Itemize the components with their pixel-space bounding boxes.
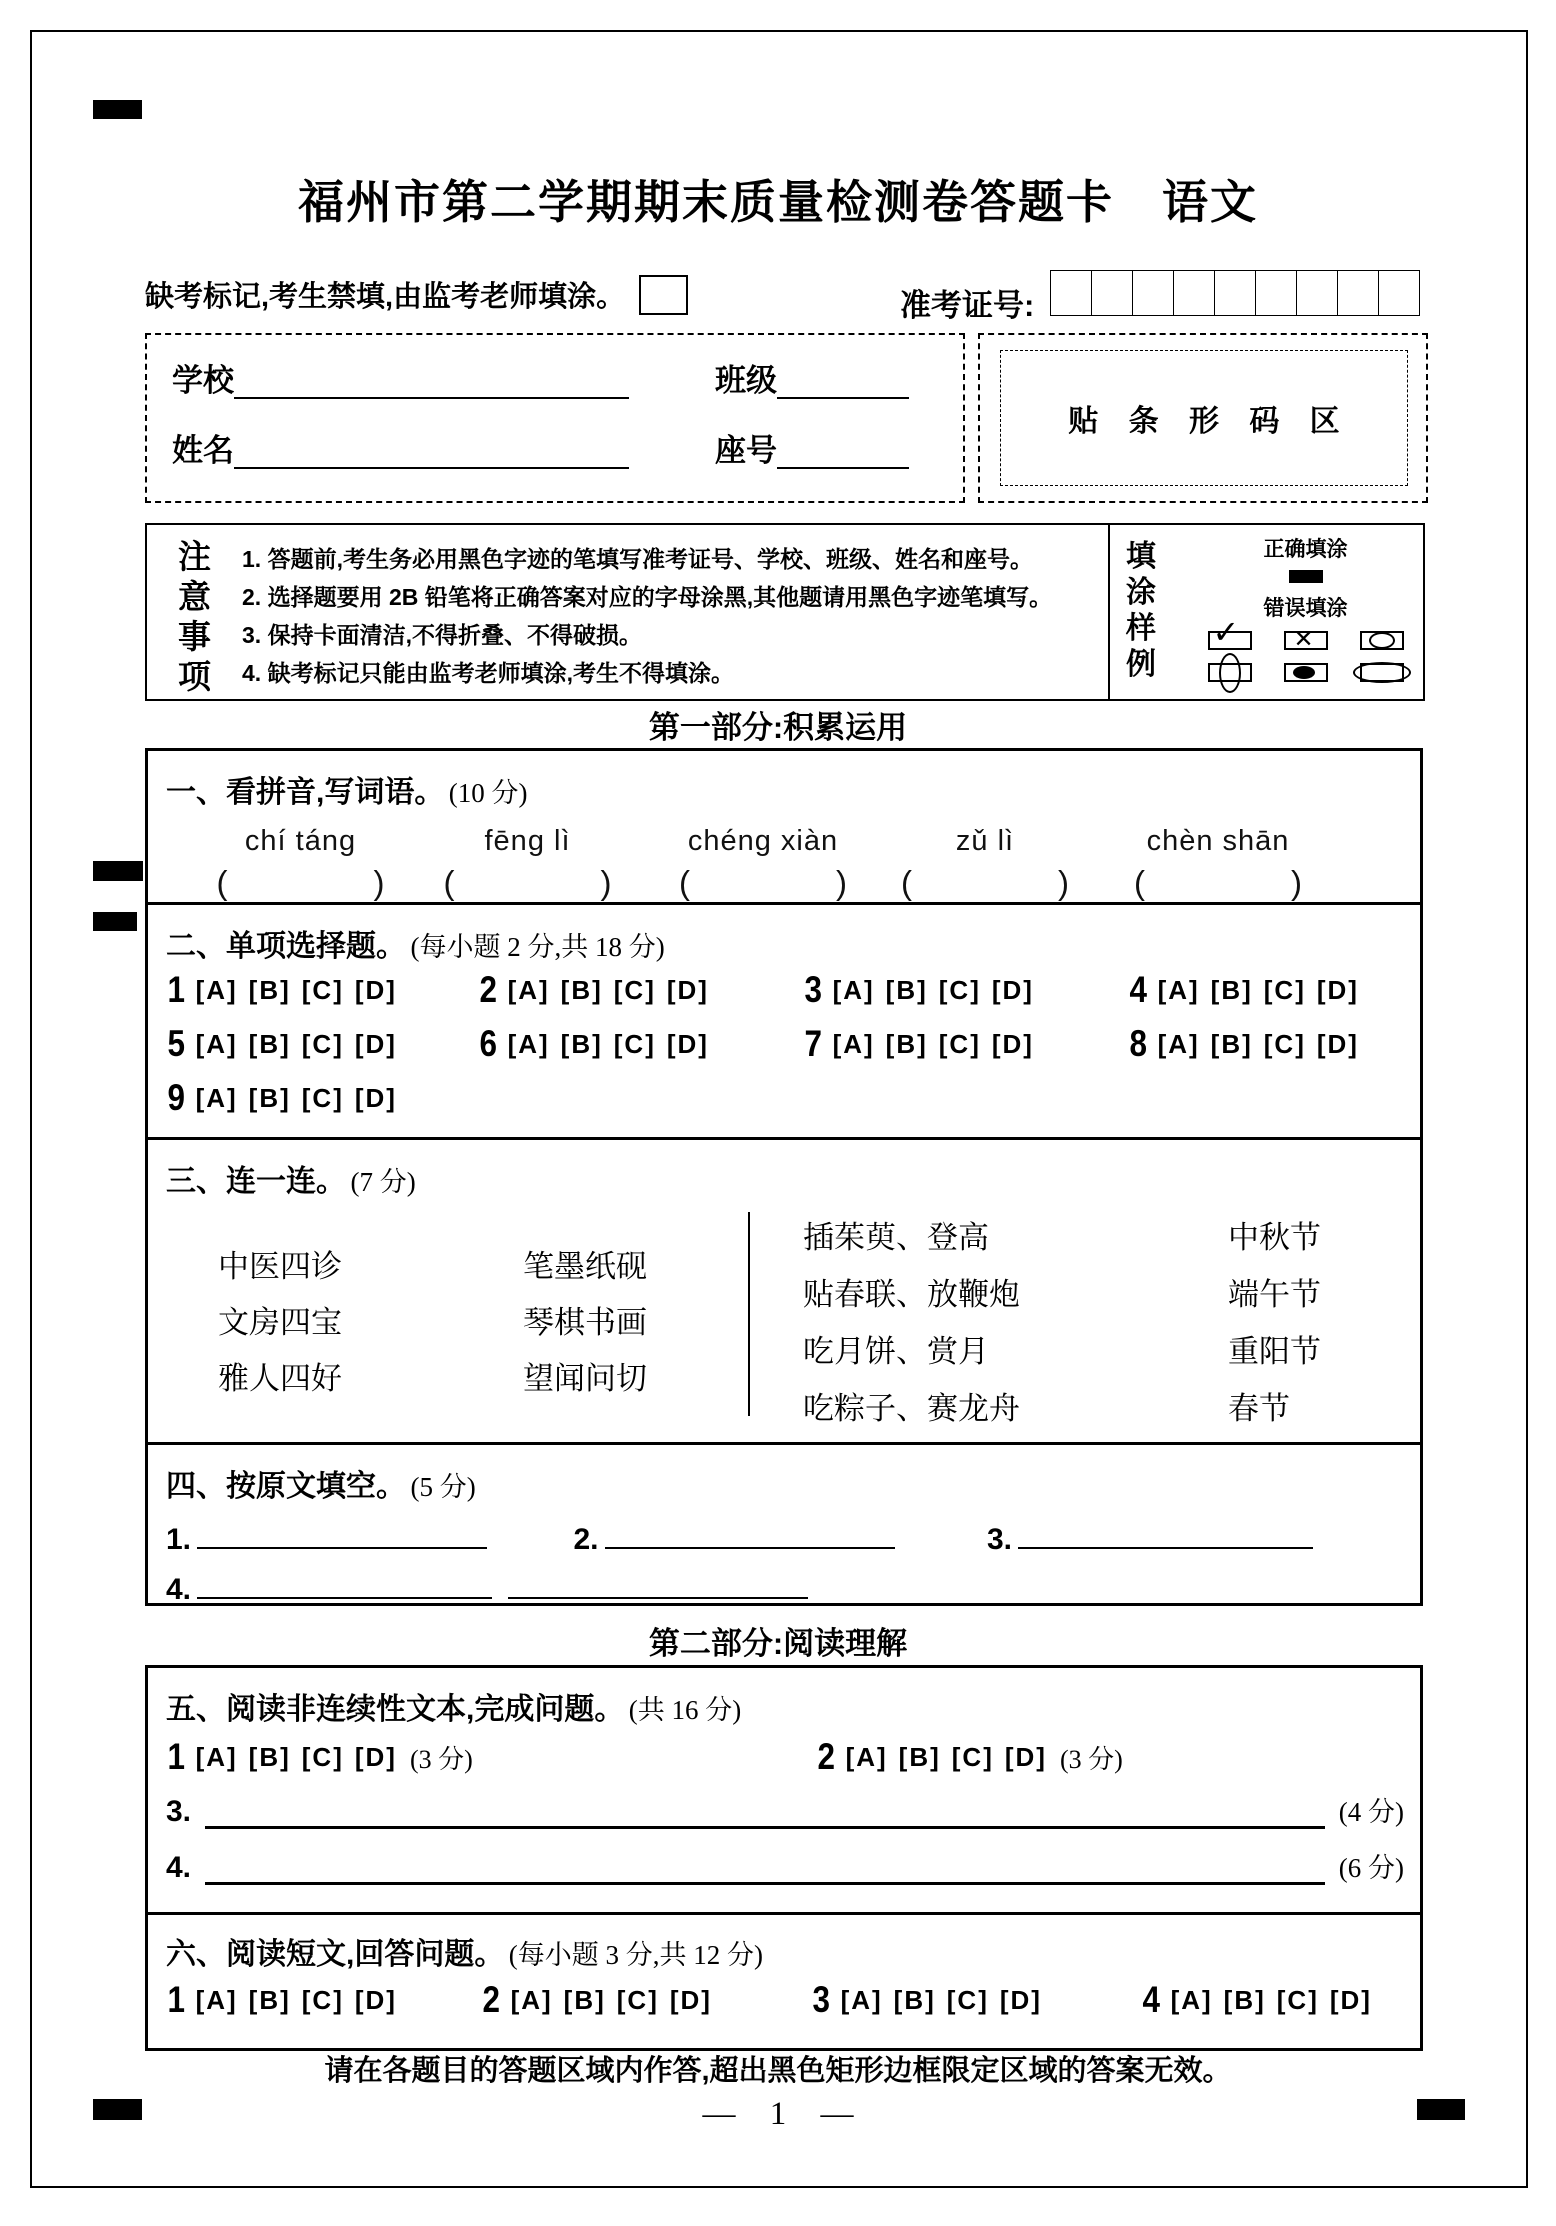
exam-number-grid (1051, 270, 1420, 316)
vertical-title-char: 填 (1126, 540, 1156, 573)
option-bubble-A[interactable]: [A] (832, 1028, 875, 1059)
question-box-6 (145, 1912, 1423, 2051)
vertical-title-char: 意 (178, 578, 211, 615)
registration-mark-top-left (93, 100, 142, 119)
option-bubble-D[interactable]: [D] (1329, 1984, 1372, 2015)
match-item[interactable]: 插茱萸、登高 (803, 1220, 989, 1255)
option-bubble-A[interactable]: [A] (510, 1984, 553, 2015)
choice-group-q2-5: 5 [A] [B] [C] [D] (167, 1023, 397, 1064)
wrong-mark-cross-icon: ✕ (1284, 631, 1328, 650)
class-field[interactable] (777, 363, 909, 399)
q1-title-row (166, 767, 528, 811)
option-bubble-D[interactable]: [D] (354, 974, 397, 1005)
choice-group-q2-8: 8 [A] [B] [C] [D] (1129, 1023, 1359, 1064)
registration-mark-left-1 (93, 861, 143, 881)
q5-blank-row-3: 3. (4 分) (166, 1790, 1404, 1829)
q4-blank-2[interactable] (605, 1517, 895, 1549)
pinyin-item-1: chí táng ( ) (216, 825, 385, 901)
option-bubble-B[interactable]: [B] (248, 1028, 291, 1059)
correct-fill-example-icon (1289, 570, 1323, 583)
choice-group-q2-4: 4 [A] [B] [C] [D] (1129, 969, 1359, 1010)
question-box-3 (145, 1137, 1423, 1451)
answer-area-warning: 请在各题目的答题区域内作答,超出黑色矩形边框限定区域的答案无效。 (324, 2055, 1232, 2087)
vertical-title-char: 样 (1126, 612, 1156, 645)
q4-score: (5 分) (410, 1472, 476, 1502)
question-box-2 (145, 902, 1423, 1146)
match-item[interactable]: 雅人四好 (218, 1360, 342, 1396)
match-item[interactable]: 笔墨纸砚 (523, 1248, 647, 1284)
option-bubble-C[interactable]: [C] (1276, 1984, 1319, 2015)
option-bubble-B[interactable]: [B] (560, 1028, 603, 1059)
match-item[interactable]: 吃月饼、赏月 (803, 1334, 989, 1369)
vertical-title-char: 项 (178, 658, 211, 695)
option-bubble-B[interactable]: [B] (893, 1984, 936, 2015)
match-item[interactable]: 春节 (1228, 1391, 1290, 1426)
q4-blank-4a[interactable] (197, 1567, 492, 1599)
option-bubble-D[interactable]: [D] (354, 1082, 397, 1113)
wrong-fill-examples-row-2 (1188, 663, 1423, 682)
q2-choice-row-2 (166, 1023, 1370, 1065)
option-bubble-C[interactable]: [C] (616, 1984, 659, 2015)
option-bubble-A[interactable]: [A] (195, 1741, 238, 1772)
seat-label: 座号 (715, 433, 777, 468)
seat-field[interactable] (777, 433, 909, 469)
question-box-4 (145, 1442, 1423, 1606)
exam-no-cell-5[interactable] (1214, 270, 1256, 316)
option-bubble-B[interactable]: [B] (248, 1741, 291, 1772)
match-item[interactable]: 文房四宝 (218, 1304, 342, 1340)
choice-group-q6-4: 4 [A] [B] [C] [D] (1142, 1979, 1372, 2020)
choice-group-q2-6: 6 [A] [B] [C] [D] (479, 1023, 709, 1064)
q4-blank-row-2: 4. (166, 1567, 808, 1607)
q5-title-row (166, 1684, 741, 1728)
q5-blank-3[interactable] (205, 1790, 1325, 1829)
option-bubble-C[interactable]: [C] (946, 1984, 989, 2015)
exam-no-cell-1[interactable] (1050, 270, 1092, 316)
option-bubble-A[interactable]: [A] (195, 1028, 238, 1059)
option-bubble-C[interactable]: [C] (1263, 974, 1306, 1005)
match-item[interactable]: 中医四诊 (218, 1248, 342, 1284)
option-bubble-D[interactable]: [D] (354, 1028, 397, 1059)
match-item[interactable]: 琴棋书画 (523, 1304, 647, 1340)
wrong-mark-circle-icon (1360, 631, 1404, 650)
answer-parens[interactable]: ( ) (443, 864, 612, 901)
exam-no-cell-9[interactable] (1378, 270, 1420, 316)
q6-title: 六、阅读短文,回答问题。 (166, 1938, 505, 1971)
choice-group-q6-3: 3 [A] [B] [C] [D] (812, 1979, 1042, 2020)
fill-sample-vertical-title (1110, 525, 1188, 699)
choice-group-q5-2: 2 [A] [B] [C] [D] (3 分) (817, 1736, 1123, 1777)
exam-no-cell-8[interactable] (1337, 270, 1379, 316)
wrong-mark-filled-dot-icon (1284, 663, 1328, 682)
q5-score: (共 16 分) (628, 1695, 742, 1725)
class-label: 班级 (715, 363, 777, 398)
question-box-1 (145, 748, 1423, 911)
option-bubble-A[interactable]: [A] (195, 974, 238, 1005)
notice-item-3: 3. 保持卡面清洁,不得折叠、不得破损。 (242, 622, 642, 648)
match-right-col1 (803, 1206, 1020, 1434)
q3-score: (7 分) (350, 1167, 416, 1197)
option-bubble-D[interactable]: [D] (354, 1741, 397, 1772)
choice-group-q2-1: 1 [A] [B] [C] [D] (167, 969, 397, 1010)
q3-title-row (166, 1156, 416, 1200)
option-bubble-B[interactable]: [B] (1223, 1984, 1266, 2015)
option-bubble-D[interactable]: [D] (1316, 1028, 1359, 1059)
barcode-paste-box (1000, 350, 1408, 486)
choice-group-q5-1: 1 [A] [B] [C] [D] (3 分) (167, 1736, 473, 1777)
choice-group-q2-3: 3 [A] [B] [C] [D] (804, 969, 1034, 1010)
match-right-col2 (1228, 1206, 1321, 1434)
option-bubble-C[interactable]: [C] (938, 974, 981, 1005)
option-bubble-A[interactable]: [A] (840, 1984, 883, 2015)
option-bubble-A[interactable]: [A] (507, 1028, 550, 1059)
school-label: 学校 (172, 363, 234, 398)
wrong-fill-label: 错误填涂 (1263, 597, 1348, 620)
option-bubble-D[interactable]: [D] (999, 1984, 1042, 2015)
vertical-title-char: 涂 (1126, 576, 1156, 609)
q5-blank-row-4: 4. (6 分) (166, 1846, 1404, 1885)
option-bubble-C[interactable]: [C] (1263, 1028, 1306, 1059)
option-bubble-C[interactable]: [C] (613, 974, 656, 1005)
exam-no-cell-2[interactable] (1091, 270, 1133, 316)
wrong-mark-wide-ellipse-icon (1360, 663, 1404, 682)
option-bubble-C[interactable]: [C] (301, 1984, 344, 2015)
q1-score: (10 分) (448, 778, 528, 808)
match-item[interactable]: 吃粽子、赛龙舟 (803, 1391, 1020, 1426)
q3-title: 三、连一连。 (166, 1165, 346, 1198)
choice-group-q2-9: 9 [A] [B] [C] [D] (167, 1077, 397, 1118)
absent-mark-checkbox[interactable] (639, 275, 688, 315)
option-bubble-B[interactable]: [B] (885, 974, 928, 1005)
exam-no-cell-3[interactable] (1132, 270, 1174, 316)
q6-title-row (166, 1929, 763, 1973)
option-bubble-B[interactable]: [B] (885, 1028, 928, 1059)
q2-score: (每小题 2 分,共 18 分) (410, 932, 665, 962)
q1-title: 一、看拼音,写词语。 (166, 776, 445, 809)
option-bubble-D[interactable]: [D] (666, 1028, 709, 1059)
q2-title: 二、单项选择题。 (166, 930, 406, 963)
option-bubble-D[interactable]: [D] (1004, 1741, 1047, 1772)
option-bubble-B[interactable]: [B] (1210, 974, 1253, 1005)
answer-parens[interactable]: ( ) (901, 864, 1069, 901)
option-bubble-B[interactable]: [B] (248, 1984, 291, 2015)
barcode-label: 贴 条 形 码 区 (1068, 405, 1340, 438)
option-bubble-C[interactable]: [C] (301, 1028, 344, 1059)
match-item[interactable]: 望闻问切 (523, 1360, 647, 1396)
q4-blank-4b[interactable] (508, 1567, 808, 1599)
fill-sample-body (1188, 525, 1423, 699)
pinyin-item-3: chéng xiàn ( ) (679, 825, 847, 901)
option-bubble-A[interactable]: [A] (195, 1082, 238, 1113)
option-bubble-D[interactable]: [D] (669, 1984, 712, 2015)
option-bubble-A[interactable]: [A] (1157, 1028, 1200, 1059)
option-bubble-D[interactable]: [D] (1316, 974, 1359, 1005)
option-bubble-C[interactable]: [C] (613, 1028, 656, 1059)
student-info-row-2 (172, 433, 909, 469)
sheet-title: 福州市第二学期期末质量检测卷答题卡 语文 (298, 176, 1258, 228)
answer-parens[interactable]: ( ) (679, 864, 847, 901)
absent-mark-label: 缺考标记,考生禁填,由监考老师填涂。 (145, 281, 626, 313)
option-bubble-B[interactable]: [B] (898, 1741, 941, 1772)
option-bubble-B[interactable]: [B] (1210, 1028, 1253, 1059)
option-bubble-C[interactable]: [C] (301, 974, 344, 1005)
wrong-mark-check-icon: ✓ (1208, 631, 1252, 650)
student-info-row-1 (172, 363, 909, 399)
q4-blank-1[interactable] (197, 1517, 487, 1549)
fill-sample-panel (1108, 525, 1423, 699)
exam-no-cell-4[interactable] (1173, 270, 1215, 316)
option-bubble-D[interactable]: [D] (991, 974, 1034, 1005)
match-divider-line (748, 1212, 750, 1416)
option-bubble-D[interactable]: [D] (991, 1028, 1034, 1059)
option-bubble-B[interactable]: [B] (560, 974, 603, 1005)
q4-title-row (166, 1461, 476, 1505)
match-item[interactable]: 端午节 (1228, 1277, 1321, 1312)
q2-title-row (166, 921, 665, 965)
answer-parens[interactable]: ( ) (216, 864, 385, 901)
vertical-title-char: 例 (1126, 648, 1156, 681)
pinyin-item-4: zǔ lì ( ) (901, 825, 1069, 901)
notice-items (242, 525, 1108, 699)
notice-item-2: 2. 选择题要用 2B 铅笔将正确答案对应的字母涂黑,其他题请用黑色字迹笔填写。 (242, 584, 1053, 610)
choice-group-q2-7: 7 [A] [B] [C] [D] (804, 1023, 1034, 1064)
q6-choice-row (166, 1979, 1383, 2021)
notice-vertical-title (147, 525, 242, 699)
option-bubble-B[interactable]: [B] (248, 1082, 291, 1113)
option-bubble-D[interactable]: [D] (666, 974, 709, 1005)
option-bubble-B[interactable]: [B] (248, 974, 291, 1005)
notice-box (145, 523, 1425, 701)
match-item[interactable]: 重阳节 (1228, 1334, 1321, 1369)
answer-parens[interactable]: ( ) (1134, 864, 1302, 901)
option-bubble-B[interactable]: [B] (563, 1984, 606, 2015)
pinyin-item-2: fēng lì ( ) (443, 825, 612, 901)
part1-header: 第一部分:积累运用 (648, 710, 908, 745)
match-item[interactable]: 中秋节 (1228, 1220, 1321, 1255)
match-item[interactable]: 贴春联、放鞭炮 (803, 1277, 1020, 1312)
option-bubble-A[interactable]: [A] (845, 1741, 888, 1772)
option-bubble-C[interactable]: [C] (301, 1741, 344, 1772)
q4-title: 四、按原文填空。 (166, 1470, 406, 1503)
name-label: 姓名 (172, 433, 234, 468)
q6-score: (每小题 3 分,共 12 分) (508, 1940, 764, 1970)
option-bubble-C[interactable]: [C] (938, 1028, 981, 1059)
absent-mark-row (145, 274, 688, 315)
vertical-title-char: 事 (178, 618, 211, 655)
choice-group-q6-1: 1 [A] [B] [C] [D] (167, 1979, 397, 2020)
q5-title: 五、阅读非连续性文本,完成问题。 (166, 1693, 625, 1726)
match-left-col1 (218, 1235, 342, 1403)
name-field[interactable] (234, 433, 629, 469)
option-bubble-A[interactable]: [A] (1170, 1984, 1213, 2015)
q4-blank-3[interactable] (1018, 1517, 1313, 1549)
exam-no-cell-6[interactable] (1255, 270, 1297, 316)
part2-header: 第二部分:阅读理解 (648, 1626, 908, 1661)
wrong-fill-examples-row-1 (1188, 614, 1423, 653)
choice-group-q2-2: 2 [A] [B] [C] [D] (479, 969, 709, 1010)
notice-item-4: 4. 缺考标记只能由监考老师填涂,考生不得填涂。 (242, 660, 734, 686)
vertical-title-char: 注 (178, 538, 211, 575)
option-bubble-A[interactable]: [A] (1157, 974, 1200, 1005)
option-bubble-A[interactable]: [A] (195, 1984, 238, 2015)
wrong-mark-tall-ellipse-icon (1208, 663, 1252, 682)
q4-blank-row-1: 1. 2. 3. (166, 1517, 1313, 1557)
option-bubble-D[interactable]: [D] (354, 1984, 397, 2015)
q5-choice-row (166, 1736, 1123, 1778)
match-left-col2 (523, 1235, 647, 1403)
registration-mark-left-2 (93, 912, 137, 931)
option-bubble-A[interactable]: [A] (832, 974, 875, 1005)
option-bubble-A[interactable]: [A] (507, 974, 550, 1005)
student-info-box (145, 333, 965, 503)
q2-choice-row-3 (166, 1077, 408, 1119)
q2-choice-row-1 (166, 969, 1370, 1011)
q5-blank-4[interactable] (205, 1846, 1325, 1885)
option-bubble-C[interactable]: [C] (301, 1082, 344, 1113)
exam-no-cell-7[interactable] (1296, 270, 1338, 316)
barcode-area (978, 333, 1428, 503)
notice-item-1: 1. 答题前,考生务必用黑色字迹的笔填写准考证号、学校、班级、姓名和座号。 (242, 546, 1033, 572)
option-bubble-C[interactable]: [C] (951, 1741, 994, 1772)
page-number: — 1 — (702, 2096, 854, 2132)
choice-group-q6-2: 2 [A] [B] [C] [D] (482, 1979, 712, 2020)
school-field[interactable] (234, 363, 629, 399)
correct-fill-label: 正确填涂 (1263, 538, 1348, 561)
question-box-5 (145, 1665, 1423, 1921)
exam-number-label: 准考证号: (900, 288, 1035, 323)
pinyin-item-5: chèn shān ( ) (1134, 825, 1302, 901)
